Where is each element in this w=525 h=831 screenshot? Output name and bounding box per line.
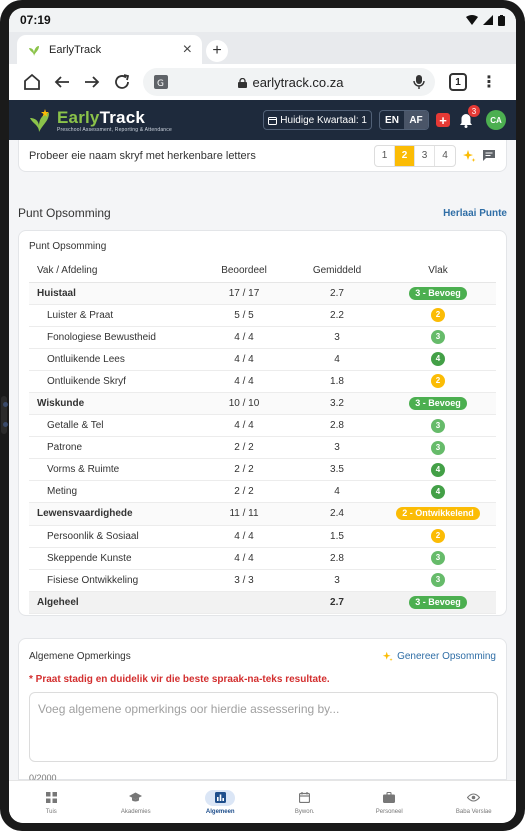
browser-tab-strip [9,32,516,64]
row-average: 4 [294,481,380,503]
row-average: 2.8 [294,547,380,569]
row-assessed: 10 / 10 [194,392,294,414]
grid-icon [46,792,57,803]
row-subject: Fisiese Ontwikkeling [29,569,194,591]
row-average: 2.2 [294,304,380,326]
row-subject: Patrone [29,437,194,459]
row-subject: Lewensvaardighede [29,503,194,525]
row-subject: Skeppende Kunste [29,547,194,569]
reload-icon [113,73,131,91]
row-average: 2.7 [294,282,380,304]
reload-button[interactable] [107,67,137,97]
sparkle-icon [382,651,393,662]
nav-item-label: Akademies [120,808,151,815]
score-summary-card-title: Punt Opsomming [29,241,107,252]
row-subject: Fonologiese Bewustheid [29,326,194,348]
row-assessed: 4 / 4 [194,370,294,392]
row-assessed: 4 / 4 [194,348,294,370]
table-row [29,370,496,392]
row-average: 3.2 [294,392,380,414]
row-assessed: 3 / 3 [194,569,294,591]
home-icon [23,73,41,91]
assessment-item-prompt: Probeer eie naam skryf met herkenbare letters [29,149,256,162]
nav-item-tuis[interactable] [9,781,94,823]
row-level [380,569,496,591]
row-average: 2.7 [294,591,380,613]
table-row [29,481,496,503]
row-level [380,392,496,414]
svg-text:G: G [157,79,164,89]
arrow-left-icon [53,73,71,91]
level-badge: 3 - Bevoeg [409,397,467,410]
translate-icon [153,74,169,90]
row-average: 4 [294,348,380,370]
level-badge: 4 [431,463,445,477]
screen [9,8,516,823]
row-level [380,282,496,304]
row-level [380,591,496,613]
speech-to-text-warning: * Praat stadig en duidelik vir die beste spraak-na-teks resultate. [29,674,330,685]
arrow-right-icon [83,73,101,91]
logo-tagline: Preschool Assessment, Reporting & Attendance [57,126,172,133]
row-assessed: 2 / 2 [194,481,294,503]
row-subject: Meting [29,481,194,503]
sprout-logo-icon [27,107,53,133]
rating-selector [374,145,456,167]
rating-option-4[interactable]: 4 [442,150,448,161]
sparkle-icon[interactable] [462,149,476,163]
row-average: 3.5 [294,459,380,481]
row-subject: Persoonlik & Sosiaal [29,525,194,547]
table-row [29,348,496,370]
notifications-button[interactable] [457,106,477,129]
level-badge: 3 [431,573,445,587]
status-time: 07:19 [20,13,51,27]
row-assessed: 17 / 17 [194,282,294,304]
status-bar [9,8,516,32]
row-subject: Getalle & Tel [29,415,194,437]
rating-option-1[interactable]: 1 [375,146,395,166]
row-average: 3 [294,569,380,591]
row-assessed [194,591,294,613]
nav-item-personeel[interactable] [347,781,432,823]
level-badge: 2 [431,529,445,543]
user-avatar[interactable]: CA [486,110,506,130]
url-text: earlytrack.co.za [252,74,344,90]
logo-name: EarlyTrack [57,107,146,127]
row-assessed: 2 / 2 [194,459,294,481]
row-average: 1.5 [294,525,380,547]
level-badge: 2 - Ontwikkelend [396,507,480,520]
lang-af-button[interactable]: AF [404,111,428,129]
browser-tab-title: EarlyTrack [49,43,102,56]
level-badge: 3 - Bevoeg [409,287,467,300]
row-level [380,437,496,459]
row-level [380,481,496,503]
row-average: 2.4 [294,503,380,525]
reload-scores-link[interactable]: Herlaai Punte [443,207,507,219]
browser-toolbar [9,64,516,100]
bottom-navigation [9,780,516,823]
row-level [380,547,496,569]
row-subject: Vorms & Ruimte [29,459,194,481]
side-dot [3,422,8,427]
earlytrack-logo[interactable] [27,107,172,133]
level-badge: 3 [431,330,445,344]
microphone-icon[interactable] [413,74,425,90]
summary-section-header [18,206,507,220]
row-average: 2.8 [294,415,380,437]
earlytrack-favicon-icon [27,43,41,57]
current-quarter-selector[interactable] [263,110,372,130]
notification-badge: 3 [468,105,480,117]
graduation-cap-icon [129,792,142,803]
row-assessed: 4 / 4 [194,326,294,348]
row-level [380,370,496,392]
row-subject: Algeheel [29,591,194,613]
row-average: 1.8 [294,370,380,392]
row-assessed: 2 / 2 [194,437,294,459]
first-aid-icon[interactable]: + [436,113,450,127]
row-average: 3 [294,326,380,348]
table-row [29,304,496,326]
table-header-row [29,260,496,282]
lang-en-button[interactable]: EN [385,114,399,126]
table-row [29,569,496,591]
nav-item-label: Tuis [45,808,57,815]
row-subject: Luister & Praat [29,304,194,326]
signal-icon [483,15,493,25]
row-subject: Ontluikende Skryf [29,370,194,392]
tab-switcher-button[interactable]: 1 [449,73,467,91]
generate-summary-label: Genereer Opsomming [397,651,496,662]
table-row [29,591,496,613]
rating-option-2[interactable]: 2 [395,146,415,166]
side-dot [3,402,8,407]
row-average: 3 [294,437,380,459]
table-row [29,415,496,437]
nav-item-bywon[interactable] [263,781,348,823]
nav-item-label: Algemeen [205,808,235,815]
row-level [380,415,496,437]
nav-item-akademies[interactable] [94,781,179,823]
comment-icon[interactable] [482,149,496,162]
close-tab-icon[interactable]: × [182,40,192,58]
level-badge: 3 [431,419,445,433]
row-level [380,459,496,481]
current-quarter-label: Huidige Kwartaal: 1 [280,114,367,126]
column-header-subject: Vak / Afdeling [29,260,194,282]
calendar-icon [299,792,310,803]
nav-item-label: Baba Verslae [455,808,492,815]
column-header-level: Vlak [380,260,496,282]
general-remarks-card [18,638,507,780]
summary-section-title: Punt Opsomming [18,206,111,220]
new-tab-button[interactable]: + [206,40,228,62]
eye-icon [467,793,480,802]
table-row [29,282,496,304]
row-assessed: 4 / 4 [194,415,294,437]
level-badge: 3 - Bevoeg [409,596,467,609]
back-button[interactable] [47,67,77,97]
browser-tab[interactable] [17,35,202,64]
level-badge: 4 [431,485,445,499]
rating-option-3[interactable]: 3 [415,146,435,166]
battery-icon [498,15,505,26]
row-level [380,326,496,348]
row-level [380,348,496,370]
app-header [9,100,516,140]
wifi-icon [466,15,478,25]
row-level [380,503,496,525]
level-badge: 2 [431,374,445,388]
score-summary-table [29,260,496,614]
main-content [9,140,516,780]
nav-item-algemeen[interactable] [178,781,263,823]
row-assessed: 11 / 11 [194,503,294,525]
score-summary-table-body [29,282,496,613]
level-badge: 4 [431,352,445,366]
bar-chart-icon [215,792,226,803]
table-row [29,392,496,414]
home-button[interactable] [17,67,47,97]
row-subject: Ontluikende Lees [29,348,194,370]
row-subject: Huistaal [29,282,194,304]
browser-menu-icon[interactable]: ⋮ [481,74,497,91]
lock-icon [238,78,247,88]
generate-summary-button[interactable] [382,651,496,662]
table-row [29,437,496,459]
address-bar[interactable] [143,68,435,96]
general-remarks-input[interactable] [29,692,498,762]
assessment-item-card [18,140,507,172]
level-badge: 2 [431,308,445,322]
table-row [29,503,496,525]
column-header-average: Gemiddeld [294,260,380,282]
nav-item-label: Bywon. [294,808,315,815]
row-assessed: 4 / 4 [194,525,294,547]
nav-item-baba-verslae[interactable] [432,781,517,823]
row-assessed: 4 / 4 [194,547,294,569]
level-badge: 3 [431,551,445,565]
row-assessed: 5 / 5 [194,304,294,326]
calendar-icon [268,116,277,125]
score-summary-card [18,230,507,616]
forward-button[interactable] [77,67,107,97]
table-row [29,326,496,348]
row-level [380,525,496,547]
general-remarks-title: Algemene Opmerkings [29,651,131,662]
table-row [29,547,496,569]
row-subject: Wiskunde [29,392,194,414]
character-counter: 0/2000 [29,773,57,780]
column-header-assessed: Beoordeel [194,260,294,282]
table-row [29,459,496,481]
level-badge: 3 [431,441,445,455]
row-level [380,304,496,326]
briefcase-icon [383,792,395,803]
table-row [29,525,496,547]
language-toggle [379,110,429,130]
nav-item-label: Personeel [375,808,403,815]
